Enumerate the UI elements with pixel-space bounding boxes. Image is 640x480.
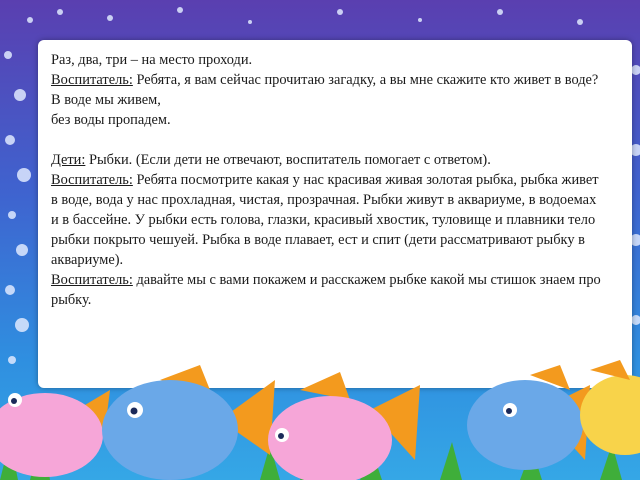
riddle-line-1: В воде мы живем, bbox=[51, 92, 161, 108]
fish-icon bbox=[268, 372, 420, 480]
line-5-text: Рыбки. (Если дети не отвечают, воспитатель помогает с ответом). bbox=[85, 152, 491, 168]
fish-icon bbox=[467, 365, 590, 470]
line-6 bbox=[51, 170, 606, 270]
fish-icon bbox=[0, 390, 110, 477]
speaker-teacher: Воспитатель: bbox=[51, 172, 133, 188]
speaker-teacher: Воспитатель: bbox=[51, 72, 133, 88]
slide-text bbox=[51, 50, 606, 310]
line-1: Раз, два, три – на место проходи. bbox=[51, 52, 253, 68]
line-2 bbox=[51, 70, 606, 90]
line-7-text: давайте мы с вами покажем и расскажем рыбке какой мы стишок знаем про рыбку. bbox=[51, 272, 601, 308]
fish-icon bbox=[580, 360, 640, 455]
speaker-children: Дети: bbox=[51, 152, 86, 168]
paragraph-gap bbox=[51, 130, 606, 150]
riddle-line-2: без воды пропадем. bbox=[51, 112, 171, 128]
fish-icon bbox=[102, 365, 275, 480]
fish-scene bbox=[0, 360, 640, 480]
line-6-text: Ребята посмотрите какая у нас красивая живая золотая рыбка, рыбка живет в воде, вода у нас прохладная, чистая, прозрачная. Рыбки живут в аквариуме, в водоемах и в бассейне. У рыбки есть голова, глазки, красивый хвостик, туловище и плавники тело рыбки покрыто чешуей. Рыбка в воде плавает, ест и спит (дети рассматривают рыбку в аквариуме). bbox=[51, 172, 599, 268]
line-5 bbox=[51, 150, 606, 170]
line-2-text: Ребята, я вам сейчас прочитаю загадку, а вы мне скажите кто живет в воде? bbox=[132, 72, 599, 88]
line-7 bbox=[51, 270, 606, 310]
speaker-teacher: Воспитатель: bbox=[51, 272, 133, 288]
